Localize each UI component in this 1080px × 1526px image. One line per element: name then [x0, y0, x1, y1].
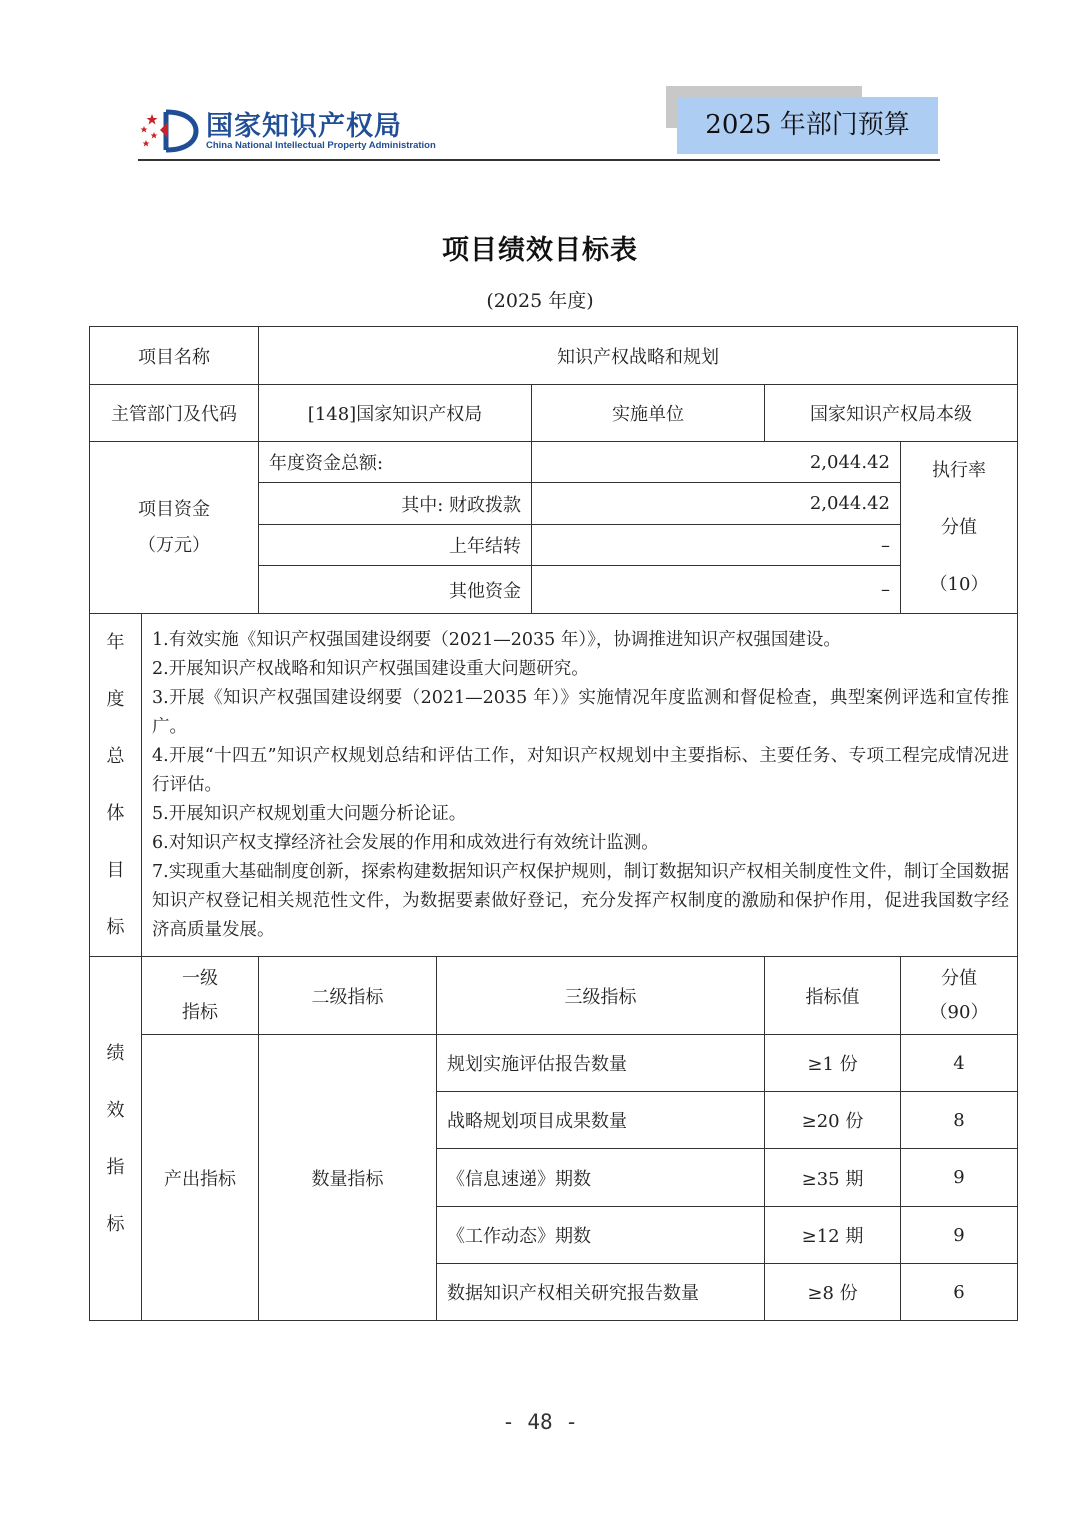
cnipa-emblem-icon: [138, 100, 200, 158]
goal-side-char: 总: [106, 746, 125, 767]
score-header-line2: （90）: [929, 1001, 989, 1023]
project-name-label: 项目名称: [90, 327, 259, 385]
execution-rate-score: （10）: [929, 574, 989, 595]
level1-header-line2: 指标: [182, 1001, 218, 1023]
indicator-value: ≥20 份: [765, 1092, 901, 1149]
goal-side-char: 体: [106, 803, 125, 824]
fiscal-value: 2,044.42: [532, 483, 901, 524]
perf-side-char: 绩: [106, 1042, 125, 1064]
table-row: [90, 1035, 1018, 1092]
annual-goals-content: [142, 614, 1018, 957]
goal-item: 7.实现重大基础制度创新，探索构建数据知识产权保护规则，制订数据知识产权相关制度性文件，制订全国数据知识产权登记相关规范性文件，为数据要素做好登记，充分发挥产权制度的激励和保护作用，促进我国数字经济高质量发展。: [152, 861, 1010, 940]
performance-target-table: [89, 326, 1018, 1321]
other-funds-value: –: [532, 566, 901, 614]
annual-total-label: 年度资金总额:: [259, 442, 532, 483]
indicator-value: ≥1 份: [765, 1035, 901, 1092]
execution-rate-label: 执行率: [932, 460, 987, 481]
project-name-value: 知识产权战略和规划: [259, 327, 1018, 385]
indicator-name: 规划实施评估报告数量: [437, 1035, 765, 1092]
level1-header-line1: 一级: [182, 967, 218, 989]
document-subtitle: (2025 年度): [486, 290, 594, 312]
perf-side-char: 指: [106, 1156, 125, 1178]
impl-unit-value: 国家知识产权局本级: [765, 385, 1018, 442]
org-name-en: China National Intellectual Property Administration: [206, 140, 436, 151]
document-title: 项目绩效目标表: [442, 235, 638, 266]
org-name-cn: 国家知识产权局: [206, 111, 402, 142]
level3-header: 三级指标: [437, 957, 765, 1035]
score-header: [901, 957, 1018, 1035]
score-header-line1: 分值: [941, 967, 978, 989]
fiscal-label: 其中: 财政拨款: [259, 483, 532, 524]
indicator-value: ≥8 份: [765, 1264, 901, 1321]
goal-item: 1.有效实施《知识产权强国建设纲要（2021—2035 年）》，协调推进知识产权强国建设。: [152, 629, 841, 650]
indicator-score: 6: [901, 1264, 1018, 1321]
page-number: - 48 -: [502, 1410, 578, 1434]
annual-total-value: 2,044.42: [532, 442, 901, 483]
execution-rate-cell: [901, 442, 1018, 614]
indicator-name: 战略规划项目成果数量: [437, 1092, 765, 1149]
perf-side-char: 标: [106, 1213, 125, 1235]
funds-label: [90, 442, 259, 614]
dept-label: 主管部门及代码: [90, 385, 259, 442]
indicator-name: 《工作动态》期数: [437, 1207, 765, 1264]
indicator-score: 4: [901, 1035, 1018, 1092]
dept-value: [148]国家知识产权局: [259, 385, 532, 442]
impl-unit-label: 实施单位: [532, 385, 765, 442]
goal-side-char: 度: [106, 689, 125, 710]
goal-side-char: 标: [106, 917, 125, 938]
indicator-score: 9: [901, 1207, 1018, 1264]
level2-quantity-indicator: 数量指标: [259, 1035, 437, 1321]
goal-item: 3.开展《知识产权强国建设纲要（2021—2035 年）》实施情况年度监测和督促检查，典型案例评选和宣传推广。: [152, 687, 1010, 737]
indicator-score: 8: [901, 1092, 1018, 1149]
indicator-value: ≥12 期: [765, 1207, 901, 1264]
budget-year-badge: 2025 年部门预算: [677, 97, 938, 154]
other-funds-label: 其他资金: [259, 566, 532, 614]
goal-side-char: 目: [106, 860, 125, 881]
funds-label-line1: 项目资金: [138, 498, 210, 520]
level2-header: 二级指标: [259, 957, 437, 1035]
indicator-score: 9: [901, 1149, 1018, 1207]
header-divider: [138, 159, 940, 161]
indicator-name: 《信息速递》期数: [437, 1149, 765, 1207]
perf-indicator-side-label: [90, 957, 142, 1321]
funds-label-line2: （万元）: [138, 534, 210, 556]
level1-header: [142, 957, 259, 1035]
indicator-value: ≥35 期: [765, 1149, 901, 1207]
goal-item: 2.开展知识产权战略和知识产权强国建设重大问题研究。: [152, 658, 589, 679]
goal-side-char: 年: [106, 632, 125, 653]
annual-goal-side-label: [90, 614, 142, 957]
goal-item: 5.开展知识产权规划重大问题分析论证。: [152, 803, 467, 824]
carryover-label: 上年结转: [259, 524, 532, 565]
execution-rate-score-label: 分值: [941, 517, 978, 538]
perf-side-char: 效: [106, 1099, 125, 1121]
indicator-value-header: 指标值: [765, 957, 901, 1035]
indicator-name: 数据知识产权相关研究报告数量: [437, 1264, 765, 1321]
carryover-value: –: [532, 524, 901, 565]
goal-item: 4.开展“十四五”知识产权规划总结和评估工作，对知识产权规划中主要指标、主要任务、专项工程完成情况进行评估。: [152, 745, 1010, 795]
level1-output-indicator: 产出指标: [142, 1035, 259, 1321]
goal-item: 6.对知识产权支撑经济社会发展的作用和成效进行有效统计监测。: [152, 832, 659, 853]
